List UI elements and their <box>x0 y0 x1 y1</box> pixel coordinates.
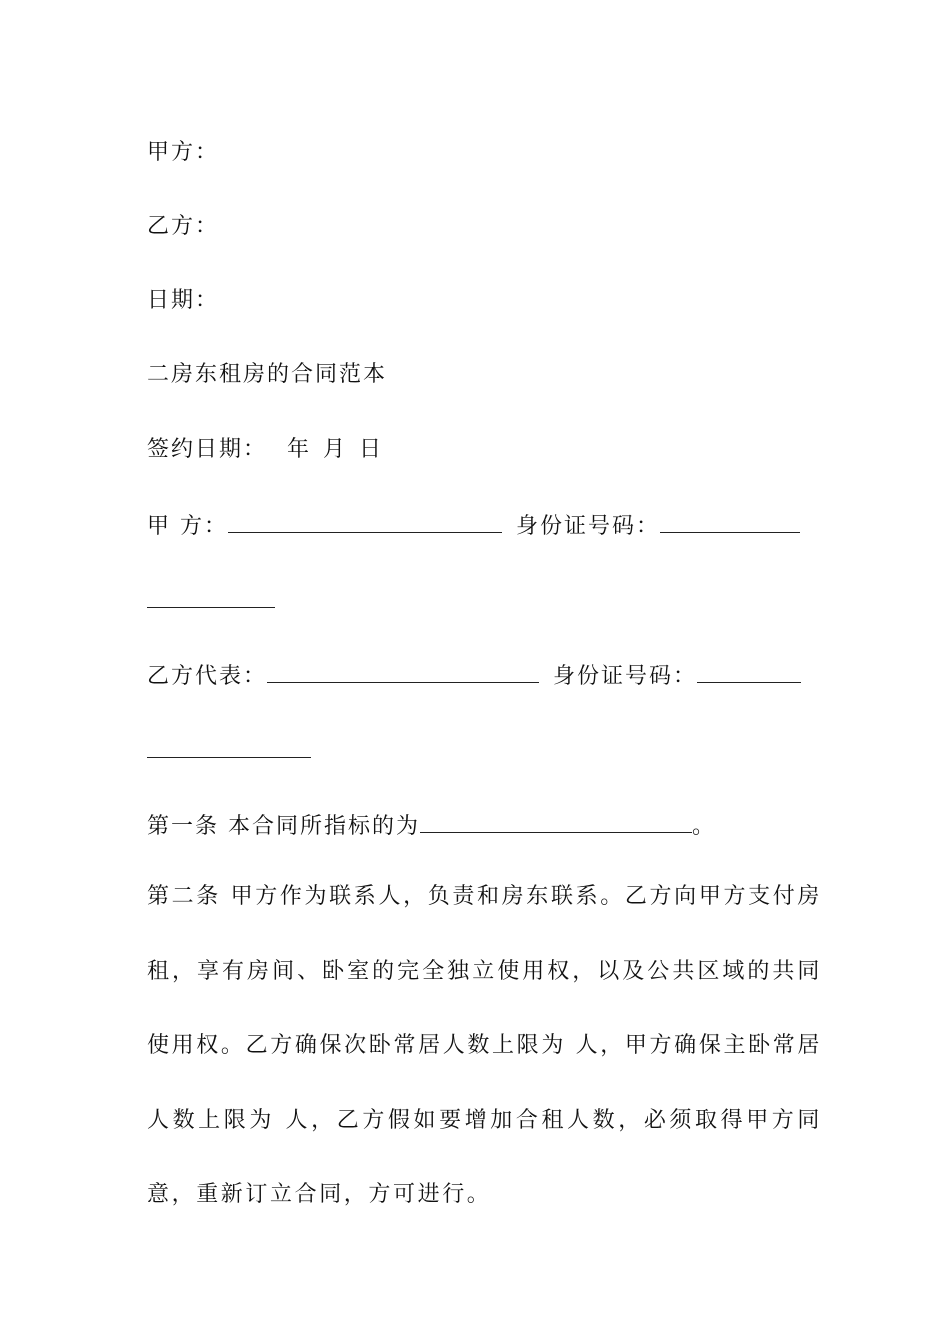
party-b-id-blank-continued <box>147 735 311 758</box>
signing-date-row <box>147 435 383 465</box>
party-b-id-blank <box>697 660 801 683</box>
signing-year: 年 <box>287 437 312 462</box>
article-1-blank <box>420 810 692 833</box>
party-a-id-blank <box>660 510 800 533</box>
party-b-id-continuation <box>147 735 311 767</box>
party-a-id-label: 身份证号码： <box>516 514 661 539</box>
article-1-suffix: 。 <box>692 814 717 839</box>
document-title: 二房东租房的合同范本 <box>147 362 388 387</box>
date-header: 日期： <box>147 288 220 313</box>
party-b-id-label: 身份证号码： <box>553 664 698 689</box>
signing-date-label: 签约日期： <box>147 437 268 462</box>
party-a-label: 甲 方： <box>147 514 228 539</box>
party-a-id-blank-continued <box>147 585 275 608</box>
signing-month: 月 <box>323 437 348 462</box>
party-b-name-blank <box>267 660 539 683</box>
article-2: 第二条 甲方作为联系人，负责和房东联系。乙方向甲方支付房租，享有房间、卧室的完全独立使用权，以及公共区域的共同使用权。乙方确保次卧常居人数上限为 人，甲方确保主卧常居人数上限为 人，乙方假如要增加合租人数，必须取得甲方同意，重新订立合同，方可进行。 <box>147 884 822 1207</box>
party-b-header: 乙方： <box>147 214 220 239</box>
party-b-label: 乙方代表： <box>147 664 268 689</box>
party-a-row <box>147 510 800 542</box>
party-b-row <box>147 660 801 692</box>
party-a-id-continuation <box>147 585 275 617</box>
article-1 <box>147 810 716 842</box>
party-a-header: 甲方： <box>147 140 220 165</box>
article-1-prefix: 第一条 本合同所指标的为 <box>147 814 420 839</box>
signing-day: 日 <box>359 437 384 462</box>
party-a-name-blank <box>228 510 502 533</box>
